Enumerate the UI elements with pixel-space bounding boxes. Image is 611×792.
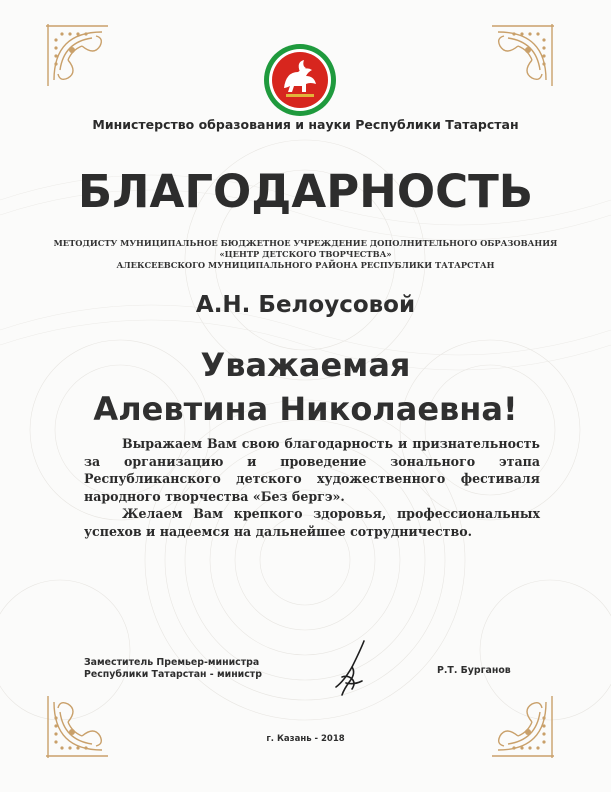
corner-ornament-top-left xyxy=(42,20,122,100)
corner-ornament-bottom-left xyxy=(42,682,122,762)
document-title: БЛАГОДАРНОСТЬ xyxy=(77,165,534,218)
tatarstan-coat-of-arms-icon xyxy=(262,42,338,118)
corner-ornament-bottom-right xyxy=(478,682,558,762)
signer-name: Р.Т. Бурганов xyxy=(437,665,511,676)
recipient-line: «ЦЕНТР ДЕТСКОГО ТВОРЧЕСТВА» xyxy=(219,249,392,259)
corner-ornament-top-right xyxy=(478,20,558,100)
body-paragraph: Желаем Вам крепкого здоровья, профессиональных успехов и надеемся на дальнейшее сотрудничество. xyxy=(84,506,540,539)
ministry-header: Министерство образования и науки Республики Татарстан xyxy=(92,117,519,132)
recipient-description xyxy=(40,238,571,271)
body-paragraph: Выражаем Вам свою благодарность и признательность за организацию и проведение зонального этапа Республиканского детского художественного фестиваля народного творчества «Без бергэ». xyxy=(84,436,540,504)
signer-title-line: Республики Татарстан - министр xyxy=(84,669,262,680)
body-text xyxy=(84,435,540,540)
salutation xyxy=(0,343,611,431)
salutation-line: Уважаемая xyxy=(200,346,411,384)
signer-title-line: Заместитель Премьер-министра xyxy=(84,657,260,668)
recipient-line: МЕТОДИСТУ МУНИЦИПАЛЬНОЕ БЮДЖЕТНОЕ УЧРЕЖДЕНИЕ ДОПОЛНИТЕЛЬНОГО ОБРАЗОВАНИЯ xyxy=(53,238,558,248)
salutation-line: Алевтина Николаевна! xyxy=(93,390,518,428)
handwritten-signature-icon xyxy=(322,637,382,699)
recipient-line: АЛЕКСЕЕВСКОГО МУНИЦИПАЛЬНОГО РАЙОНА РЕСПУБЛИКИ ТАТАРСТАН xyxy=(116,260,495,270)
city-year: г. Казань - 2018 xyxy=(266,734,345,744)
signer-title xyxy=(84,657,262,681)
recipient-short-name: А.Н. Белоусовой xyxy=(195,292,416,318)
